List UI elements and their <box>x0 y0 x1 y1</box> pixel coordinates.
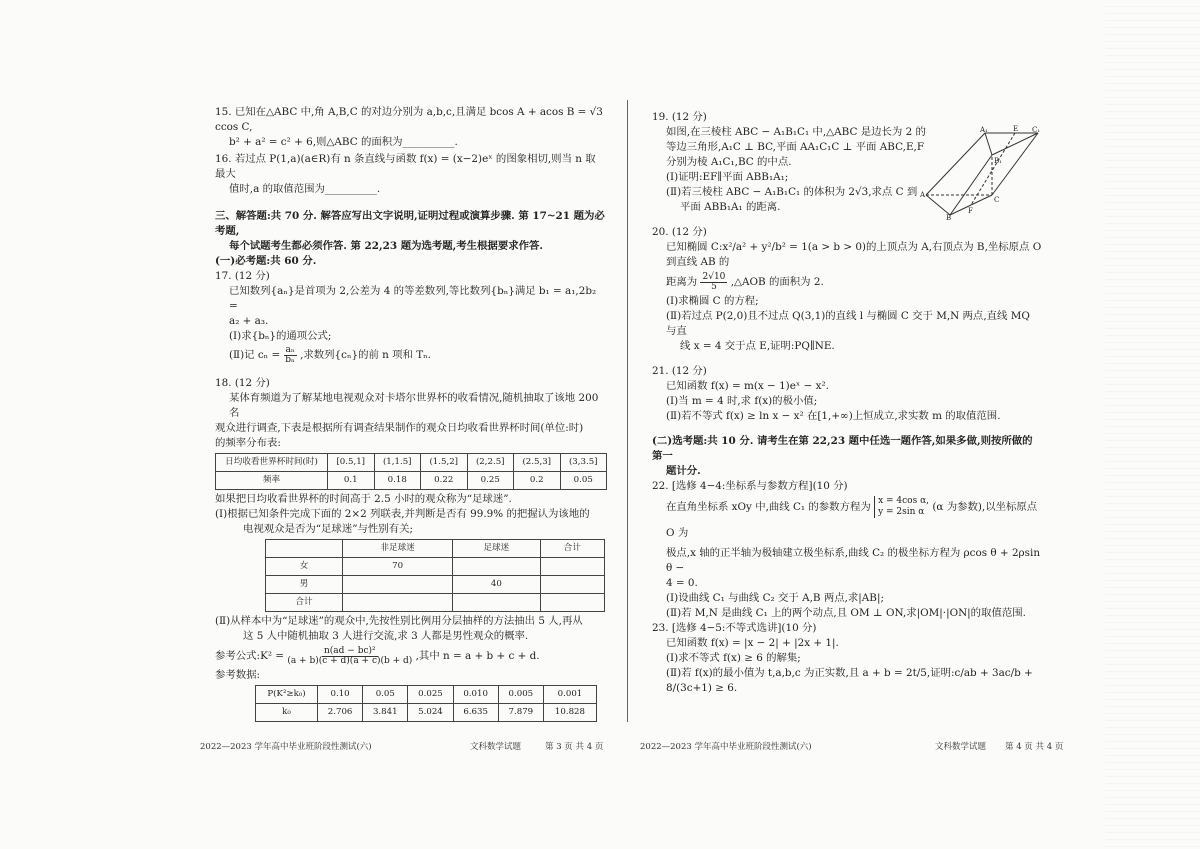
parametric-system: x = 4cos α, y = 2sin α <box>874 496 929 518</box>
triangular-prism-figure <box>920 125 1040 220</box>
left-column <box>215 105 605 722</box>
footer-left-title: 2022—2023 学年高中毕业班阶段性测试(六) <box>200 742 372 752</box>
contingency-table: 非足球迷 足球迷 合计 女 70 男 40 合计 <box>265 539 605 612</box>
question-23: 23. [选修 4−5:不等式选讲](10 分) 已知函数 f(x) = |x − 2| + |2x + 1|. (Ⅰ)求不等式 f(x) ≥ 6 的解集; (Ⅱ)若 f(x)的最小值为 t,a,b,c 为正实数,且 a + b = 2t/5,证明:c/ab + 3ac/b + 8/(3c+1) ≥ 6. <box>652 622 1033 694</box>
scan-edge-artifact <box>1105 0 1200 849</box>
question-22: 22. [选修 4−4:坐标系与参数方程](10 分) 在直角坐标系 xOy 中,曲线 C₁ 的参数方程为 x = 4cos α, y = 2sin α (α 为参数),以坐标原点 O 为 极点,x 轴的正半轴为极轴建立极坐标系,曲线 C₂ 的极坐标方程为 ρcos θ + 2ρsin θ − 4 = 0. (Ⅰ)设曲线 C₁ 与曲线 C₂ 交于 A,B 两点,求|AB|; (Ⅱ)若 M,N 是曲线 C₁ 上的两个动点,且 OM ⊥ ON,求|OM|·|ON|的取值范围. <box>652 480 1041 619</box>
label-b: B <box>946 214 952 220</box>
section-3-heading: 三、解答题:共 70 分. 解答应写出文字说明,证明过程或演算步骤. 第 17~21 题为必考题, 每个试题考生都必须作答. 第 22,23 题为选考题,考生根据要求作答. (一)必考题:共 60 分. <box>215 210 605 267</box>
footer-right-subject: 文科数学试题 <box>935 742 987 752</box>
fraction-cn: $\frac{\text{aₙ}}{\text{bₙ}}$ <box>285 345 295 365</box>
reference-formula: 参考公式:K² = $\frac{\text{n(ad − bc)²}}{(a + b)(c + d)(a + c)(b + d)}$ ,其中 n = a + b + c + d. <box>215 646 540 666</box>
question-15: 15. 已知在△ABC 中,角 A,B,C 的对边分别为 a,b,c,且满足 bcos A + acos B = √3 ccos C, b² + a² = c² + 6,则△ABC 的面积为__________. <box>215 106 603 148</box>
label-b1: B₁ <box>994 157 1002 165</box>
frequency-table: 日均收看世界杯时间(时) [0.5,1] (1,1.5] (1.5,2] (2,2.5] (2.5,3] (3,3.5] 频率 0.1 0.18 0.22 0.25 0.2 0.05 <box>215 453 607 490</box>
question-18: 18. (12 分) 某体育频道为了解某地电视观众对卡塔尔世界杯的收看情况,随机抽取了该地 200 名 观众进行调查,下表是根据所有调查结果制作的观众日均收看世界杯时间(单位:时) 的频率分布表: 日均收看世界杯时间(时) [0.5,1] (1,1.5] (1.5,2] (2,2.5] (2.5,3] (3,3.5] 频率 0.1 0.18 0.22 0.25 0.2 0.05 如果把日均收看世界杯的时间高于 2.5 小时的观众称为“足球迷”. (Ⅰ)根据已知条件完成下面的 2×2 列联表,并判断是否有 99.9% 的把握认为该地的 电视观众是否为“足球迷”与性别有关; 非足球迷 足球迷 合计 女 70 男 40 合计 (Ⅱ)从样本中为“足球迷”的观众中,先按性别比例用分层抽样的方法抽出 5 人,再从 这 5 人中随机抽取 3 人进行交流,求 3 人都是男性观众的概率. 参考公式:K² = $\frac{\text{n(ad − bc)²}}{(a + b)(c + d)(a + c)(b + d)}$ ,其中 n = a + b + c + d. 参考数据: P(K²≥k₀) 0.10 0.05 0.025 0.010 0.005 0.001 k₀ 2.706 3.841 5.024 6.635 7.879 10.828 <box>215 376 605 722</box>
column-divider <box>627 100 628 722</box>
question-17: 17. (12 分) 已知数列{aₙ}是首项为 2,公差为 4 的等差数列,等比数列{bₙ}满足 b₁ = a₁,2b₂ = a₂ + a₃. (Ⅰ)求{bₙ}的通项公式; (Ⅱ)记 $c_n = \frac{\text{aₙ}}{\text{bₙ}}$ ,求数列{cₙ}的前 n 项和 Tₙ. <box>215 270 597 365</box>
question-21: 21. (12 分) 已知函数 f(x) = m(x − 1)eˣ − x². (Ⅰ)当 m = 4 时,求 f(x)的极小值; (Ⅱ)若不等式 f(x) ≥ ln x − x² 在[1,+∞)上恒成立,求实数 m 的取值范围. <box>652 365 1001 422</box>
label-a: A <box>920 191 926 199</box>
question-20: 20. (12 分) 已知椭圆 C:x²/a² + y²/b² = 1(a > b > 0)的上顶点为 A,右顶点为 B,坐标原点 O 到直线 AB 的 距离为 $\frac{2√10}{5}$ ,△AOB 的面积为 2. (Ⅰ)求椭圆 C 的方程; (Ⅱ)若过点 P(2,0)且不过点 Q(3,1)的直线 l 与椭圆 C 交于 M,N 两点,直线 MQ 与直 线 x = 4 交于点 E,证明:PQ∥NE. <box>652 226 1042 352</box>
footer-left-page: 第 3 页 共 4 页 <box>545 742 604 752</box>
label-e: E <box>1013 125 1019 133</box>
footer-right-title: 2022—2023 学年高中毕业班阶段性测试(六) <box>640 742 812 752</box>
label-f: F <box>968 207 973 215</box>
label-a1: A₁ <box>980 126 988 134</box>
question-19: 19. (12 分) 如图,在三棱柱 ABC − A₁B₁C₁ 中,△ABC 是边长为 2 的 等边三角形,A₁C ⊥ BC,平面 AA₁C₁C ⊥ 平面 ABC,E,F 分别为棱 A₁C₁,BC 的中点. (Ⅰ)证明:EF∥平面 ABB₁A₁; (Ⅱ)若三棱柱 ABC − A₁B₁C₁ 的体积为 2√3,求点 C 到 平面 ABB₁A₁ 的距离. <box>652 111 926 213</box>
label-c1: C₁ <box>1032 126 1040 134</box>
footer-left-subject: 文科数学试题 <box>470 742 522 752</box>
optional-section-heading: (二)选考题:共 10 分. 请考生在第 22,23 题中任选一题作答,如果多做,则按所做的第一 题计分. <box>652 435 1033 477</box>
question-16: 16. 若过点 P(1,a)(a∈R)有 n 条直线与函数 f(x) = (x−2)eˣ 的图象相切,则当 n 取最大 值时,a 的取值范围为__________. <box>215 153 596 195</box>
footer-right-page: 第 4 页 共 4 页 <box>1005 742 1064 752</box>
label-c: C <box>994 196 1000 204</box>
k-critical-table: P(K²≥k₀) 0.10 0.05 0.025 0.010 0.005 0.001 k₀ 2.706 3.841 5.024 6.635 7.879 10.828 <box>255 685 597 722</box>
